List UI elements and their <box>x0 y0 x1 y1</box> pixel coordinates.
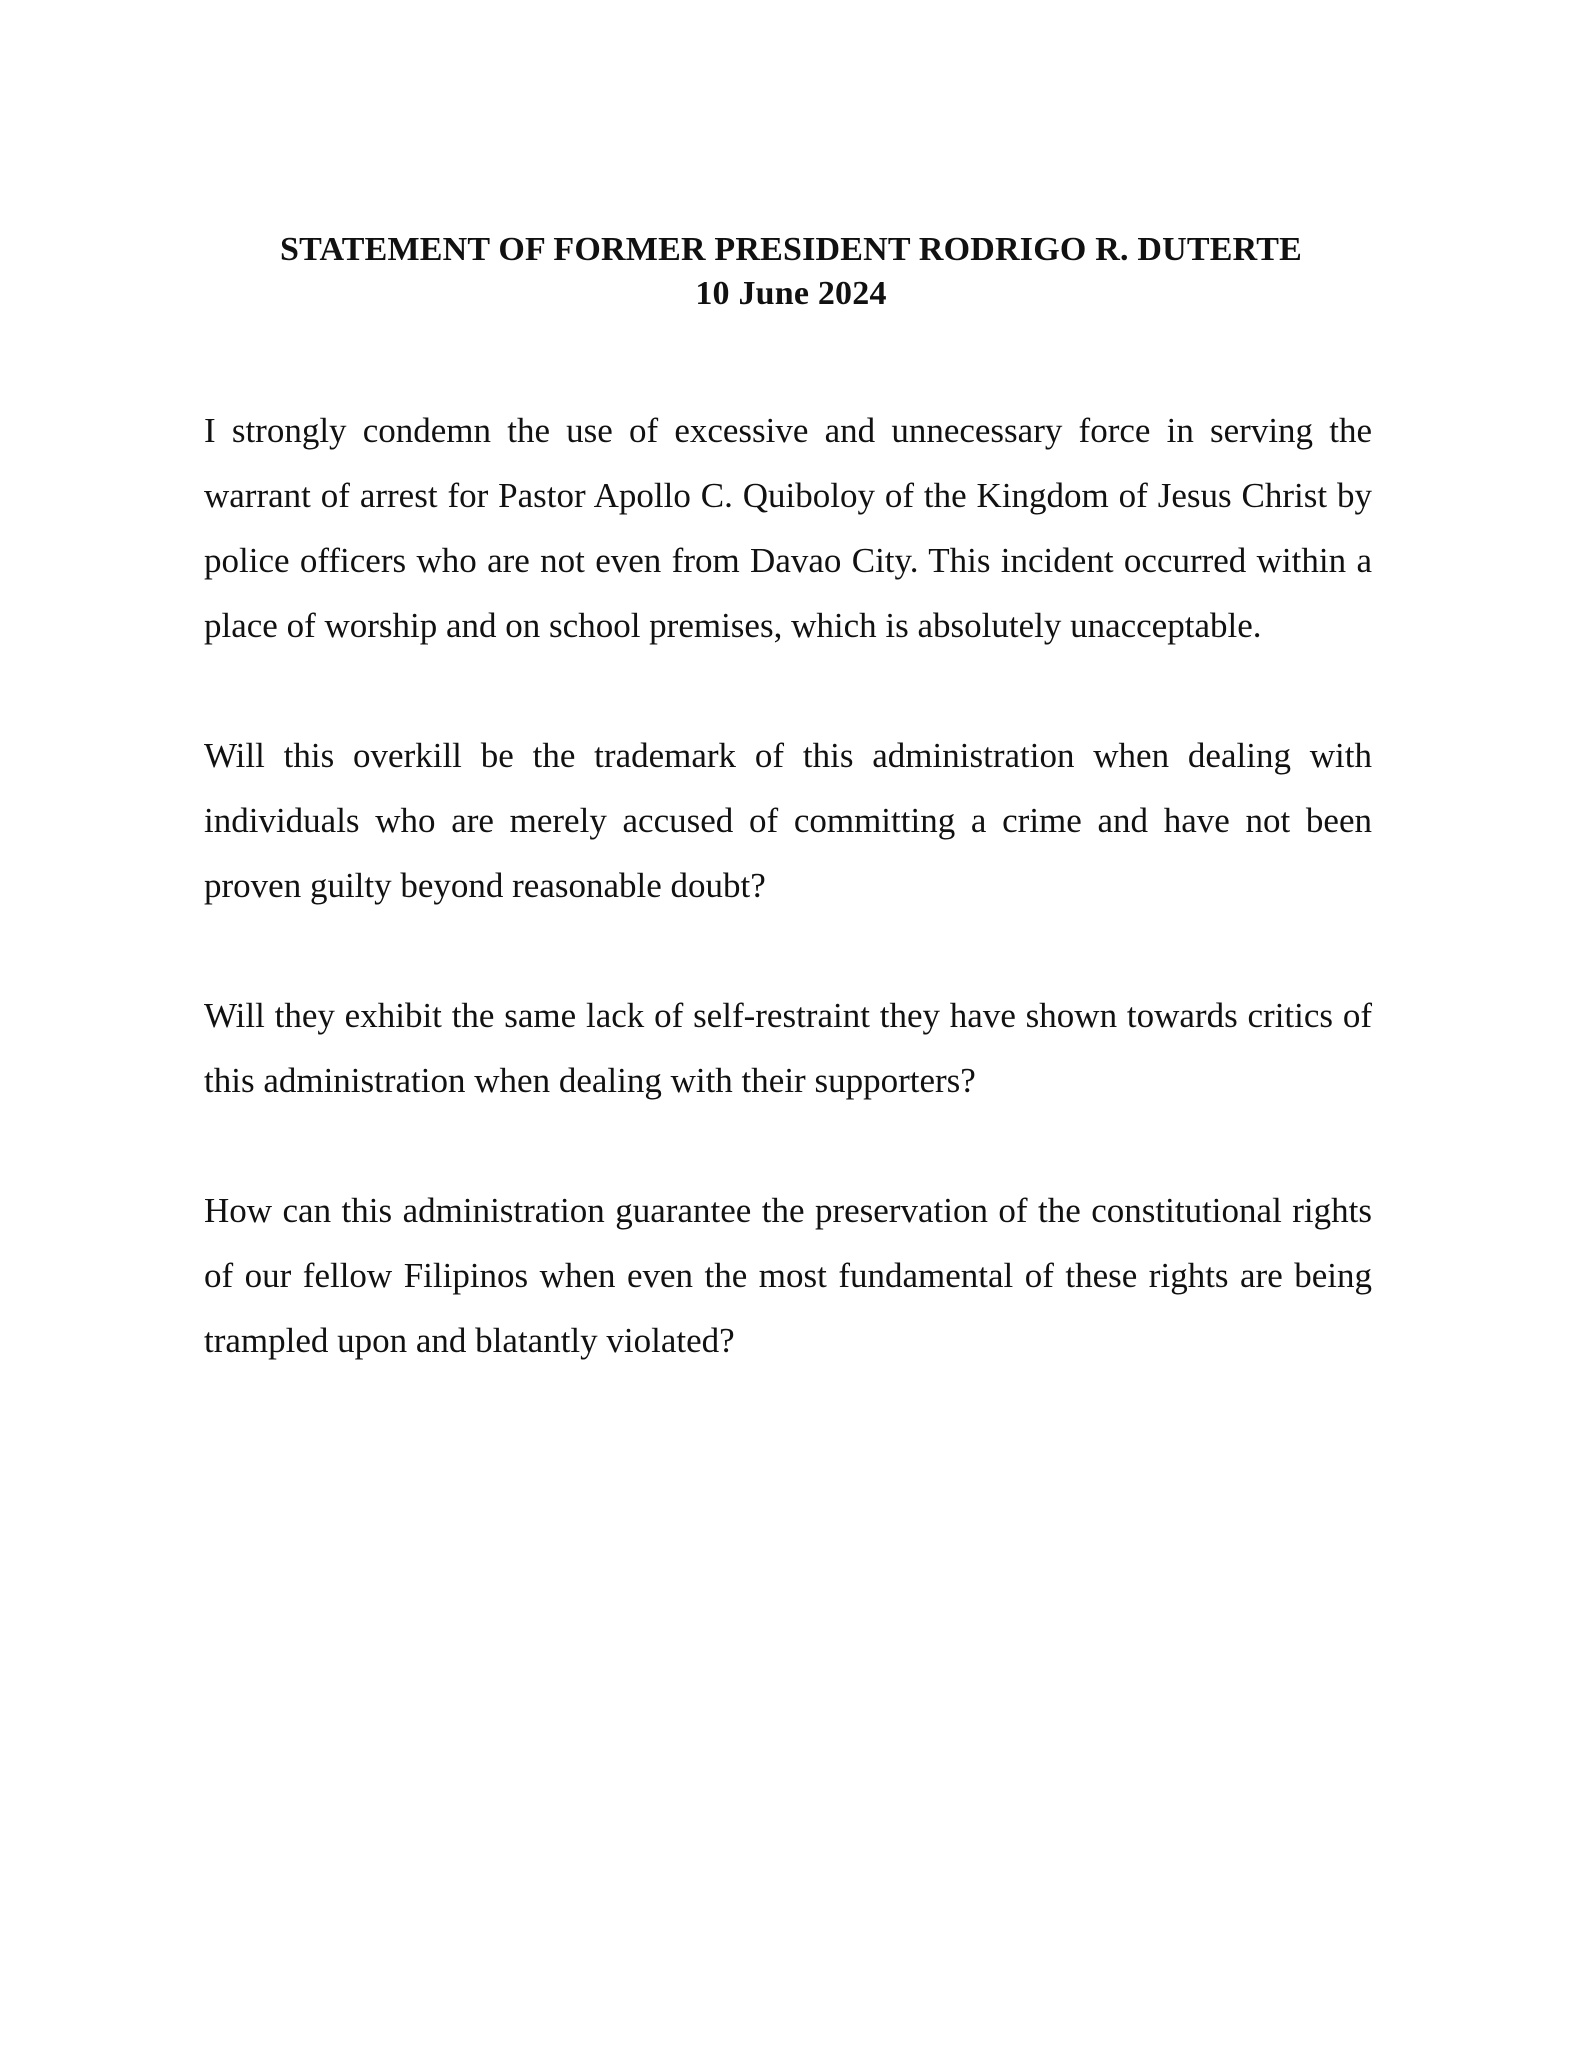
paragraph-2: Will this overkill be the trademark of this administration when dealing with individuals who are merely accused of committing a crime and have not been proven guilty beyond reasonable doubt? <box>204 736 1372 905</box>
paragraph-3: Will they exhibit the same lack of self-restraint they have shown towards critics of this administration when dealing with their supporters? <box>204 996 1372 1100</box>
statement-title: STATEMENT OF FORMER PRESIDENT RODRIGO R. DUTERTE <box>280 231 1302 268</box>
paragraph-4: How can this administration guarantee the preservation of the constitutional rights of our fellow Filipinos when even the most fundamental of these rights are being trampled upon and blatantly violated? <box>204 1191 1372 1360</box>
paragraph-1: I strongly condemn the use of excessive and unnecessary force in serving the warrant of arrest for Pastor Apollo C. Quiboloy of the Kingdom of Jesus Christ by police officers who are not even from Davao City. This incident occurred within a place of worship and on school premises, which is absolutely unacceptable. <box>204 411 1372 645</box>
statement-body <box>204 398 1372 1438</box>
statement-date: 10 June 2024 <box>695 275 887 312</box>
statement-header <box>0 228 1582 316</box>
